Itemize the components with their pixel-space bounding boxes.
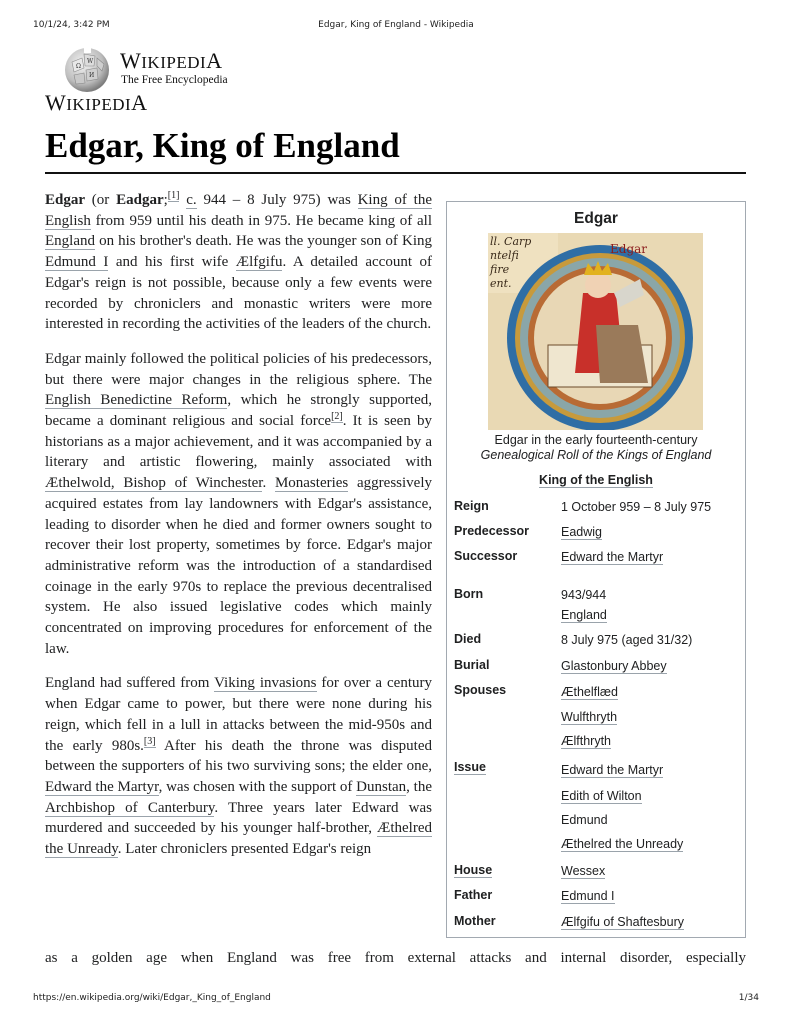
- svg-text:fire: fire: [490, 263, 510, 276]
- title-divider: [45, 172, 746, 174]
- print-page-title: Edgar, King of England - Wikipedia: [318, 20, 474, 30]
- spouse-item[interactable]: Wulfthryth: [561, 710, 618, 724]
- burial-value[interactable]: Glastonbury Abbey: [561, 659, 667, 673]
- predecessor-label: Predecessor: [454, 524, 530, 538]
- logo-tagline: The Free Encyclopedia: [121, 74, 228, 86]
- infobox-caption: Edgar in the early fourteenth-century Genealogical Roll of the Kings of England: [480, 433, 712, 462]
- reign-label: Reign: [454, 499, 489, 513]
- svg-text:Edgar: Edgar: [610, 242, 648, 256]
- infobox-image[interactable]: [488, 233, 703, 430]
- svg-text:ent.: ent.: [490, 277, 512, 290]
- svg-text:Ω: Ω: [76, 63, 81, 70]
- infobox-header[interactable]: King of the English: [539, 473, 653, 487]
- print-header: [0, 20, 792, 34]
- article-continuation: as a golden age when England was free from external attacks and internal disorder, especially: [45, 950, 746, 966]
- link-viking-invasions[interactable]: Viking invasions: [214, 675, 317, 692]
- print-footer: [0, 993, 792, 1007]
- link-aethelred-the-unready[interactable]: Æthelred the Unready: [45, 820, 432, 858]
- link-edmund-i[interactable]: Edmund I: [45, 254, 109, 271]
- born-place[interactable]: England: [561, 608, 607, 622]
- wikipedia-globe-icon: [62, 44, 112, 94]
- house-value[interactable]: Wessex: [561, 864, 606, 878]
- issue-label[interactable]: Issue: [454, 760, 486, 774]
- issue-item[interactable]: Æthelred the Unready: [561, 837, 684, 851]
- link-england[interactable]: England: [45, 233, 95, 250]
- issue-item: Edmund: [561, 813, 608, 827]
- page-title: Edgar, King of England: [45, 126, 400, 165]
- died-label: Died: [454, 632, 482, 646]
- born-value: 943/944: [561, 588, 607, 602]
- link-edward-the-martyr[interactable]: Edward the Martyr: [45, 778, 159, 795]
- print-url: https://en.wikipedia.org/wiki/Edgar,_King_of_England: [33, 993, 271, 1003]
- link-english-benedictine-reform[interactable]: English Benedictine Reform: [45, 392, 228, 409]
- predecessor-value[interactable]: Eadwig: [561, 525, 602, 539]
- link-monasteries[interactable]: Monasteries: [274, 475, 349, 492]
- subject-name: Edgar: [45, 192, 86, 208]
- reign-value: 1 October 959 – 8 July 975: [561, 500, 712, 514]
- ref-1[interactable]: [1]: [167, 190, 180, 201]
- link-dunstan[interactable]: Dunstan: [356, 778, 407, 795]
- infobox-title: Edgar: [574, 210, 618, 227]
- infobox: [446, 201, 746, 938]
- successor-label: Successor: [454, 549, 518, 563]
- spouse-item[interactable]: Ælfthryth: [561, 734, 612, 748]
- svg-text:ll. Carp: ll. Carp: [490, 235, 532, 248]
- link-king-of-the-english[interactable]: King of the English: [45, 192, 433, 229]
- successor-value[interactable]: Edward the Martyr: [561, 550, 664, 564]
- born-label: Born: [454, 587, 484, 601]
- link-aethelwold[interactable]: Æthelwold, Bishop of Winchester: [45, 475, 263, 492]
- father-label: Father: [454, 888, 493, 902]
- ref-3[interactable]: [3]: [143, 735, 156, 747]
- spouse-item[interactable]: Æthelflæd: [561, 685, 618, 699]
- issue-item[interactable]: Edith of Wilton: [561, 789, 642, 803]
- link-archbishop-of-canterbury[interactable]: Archbishop of Canterbury: [45, 799, 215, 816]
- father-value[interactable]: Edmund I: [561, 889, 615, 903]
- died-value: 8 July 975 (aged 31/32): [561, 633, 693, 647]
- print-date: 10/1/24, 3:42 PM: [33, 20, 110, 30]
- logo-wordmark: WIKIPEDIA: [120, 48, 223, 73]
- wikipedia-wordmark[interactable]: WIKIPEDIA: [45, 90, 148, 115]
- paragraph-2: Edgar mainly followed the political policies of his predecessors, but there were major changes in the religious sphere. The English Benedictine Reform, which he strongly supported, became a dominant religious and social force[2]. It is seen by historians as a major achievement, and it was accompanied by a literary and artistic flowering, mainly associated with Æthelwold, Bishop of Winchester. Monasteries aggressively acquired estates from lay landowners with Edgar's assistance, leading to disorder when he died and former owners sought to recover their lost property, sometimes by force. Edgar's major administrative reform was the introduction of a standardised coinage in the early 970s to replace the previous decentralised system. He also issued legislative codes which mainly concentrated on improving procedures for enforcement of the law.: [45, 350, 433, 657]
- link-aelfgifu[interactable]: Ælfgifu: [235, 254, 283, 271]
- paragraph-1: Edgar (or Eadgar;[1] c. 944 – 8 July 975) was King of the English from 959 until his death in 975. He became king of all England on his brother's death. He was the younger son of King Edmund I and his first wife Ælfgifu. A detailed account of Edgar's reign is not possible, because only a few events were recorded by chroniclers and monastic writers were more interested in recording the activities of the leaders of the church.: [45, 190, 433, 333]
- svg-text:ntelfi: ntelfi: [490, 249, 519, 262]
- paragraph-3: England had suffered from Viking invasions for over a century when Edgar came to power, but there were none during his reign, which fell in a lull in attacks between the mid-950s and the early 980s.[3] After his death the throne was disputed between the supporters of his two surviving sons; the elder one, Edward the Martyr, was chosen with the support of Dunstan, the Archbishop of Canterbury. Three years later Edward was murdered and succeeded by his younger half-brother, Æthelred the Unready. Later chroniclers presented Edgar's reign: [45, 675, 433, 858]
- page-number: 1/34: [738, 993, 759, 1003]
- burial-label: Burial: [454, 658, 490, 672]
- mother-value[interactable]: Ælfgifu of Shaftesbury: [561, 915, 684, 929]
- mother-label: Mother: [454, 914, 496, 928]
- circa-link[interactable]: c.: [186, 192, 197, 208]
- issue-item[interactable]: Edward the Martyr: [561, 763, 664, 777]
- svg-text:И: И: [89, 72, 95, 79]
- house-label[interactable]: House: [454, 863, 493, 877]
- spouses-label: Spouses: [454, 683, 507, 697]
- svg-text:W: W: [87, 58, 94, 65]
- alt-name: Eadgar: [116, 192, 164, 208]
- article-body: [45, 190, 432, 874]
- king-portrait-image: [488, 233, 703, 430]
- ref-2[interactable]: [2]: [331, 411, 343, 423]
